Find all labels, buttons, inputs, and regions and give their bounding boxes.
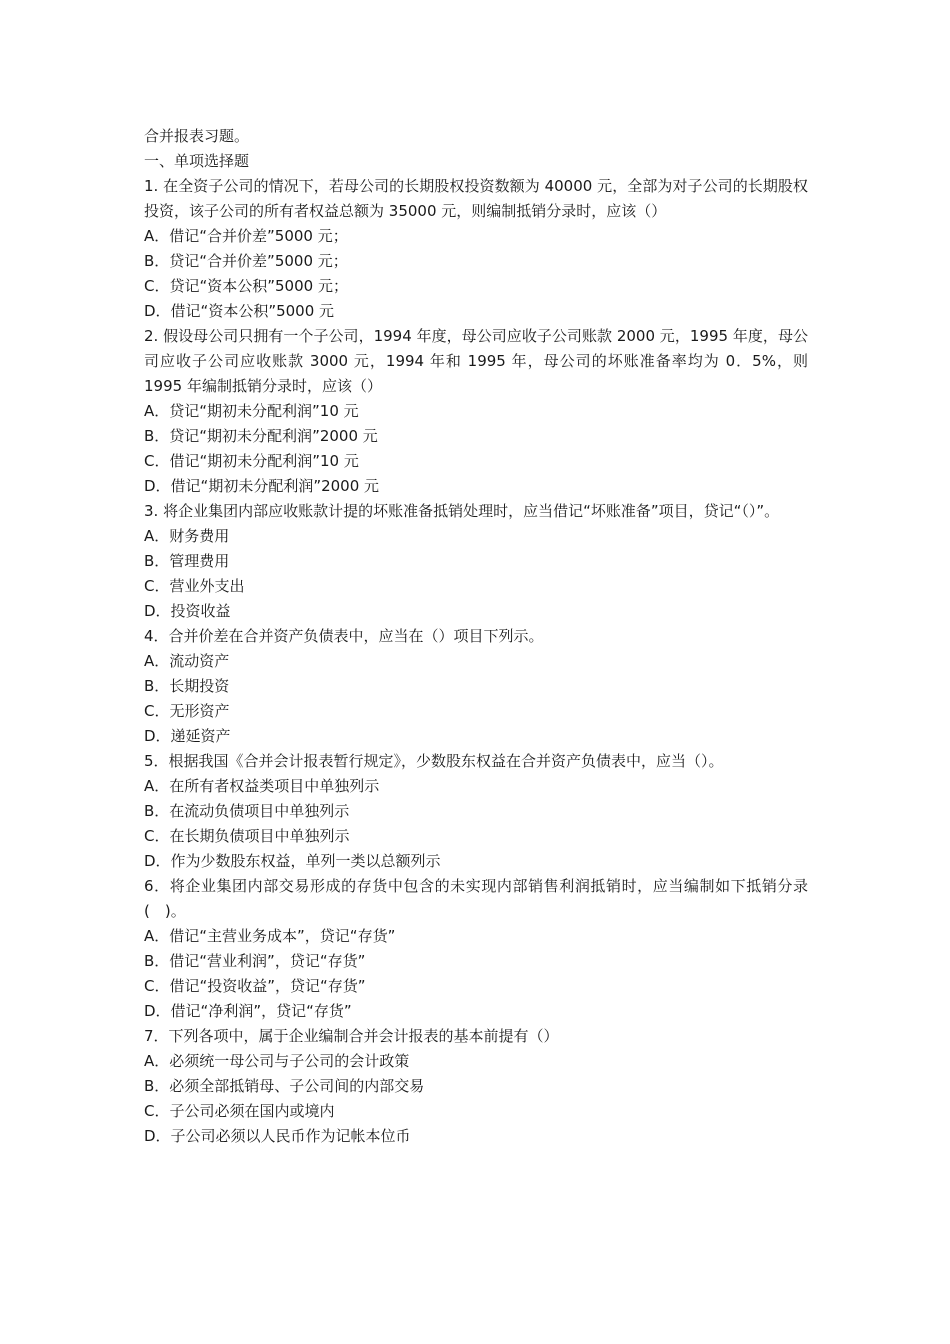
question-stem: 7．下列各项中，属于企业编制合并会计报表的基本前提有（） [144, 1027, 559, 1045]
question-stem: 4．合并价差在合并资产负债表中，应当在（）项目下列示。 [144, 627, 544, 645]
answer-option: A．借记“合并价差”5000 元； [144, 227, 348, 245]
answer-option: C．贷记“资本公积”5000 元； [144, 277, 348, 295]
answer-option: C．在长期负债项目中单独列示 [144, 827, 350, 845]
question-stem: 6．将企业集团内部交易形成的存货中包含的未实现内部销售利润抵销时，应当编制如下抵销分录( )。 [144, 877, 808, 920]
answer-option: C．子公司必须在国内或境内 [144, 1102, 335, 1120]
answer-option: B．在流动负债项目中单独列示 [144, 802, 350, 820]
question-stem: 5．根据我国《合并会计报表暂行规定》，少数股东权益在合并资产负债表中，应当（）。 [144, 752, 724, 770]
answer-option: A．贷记“期初未分配利润”10 元 [144, 402, 359, 420]
answer-option: D．借记“资本公积”5000 元 [144, 302, 335, 320]
answer-option: A．必须统一母公司与子公司的会计政策 [144, 1052, 410, 1070]
answer-option: D．投资收益 [144, 602, 231, 620]
answer-option: D．借记“期初未分配利润”2000 元 [144, 477, 380, 495]
answer-option: C．营业外支出 [144, 577, 245, 595]
answer-option: B．管理费用 [144, 552, 230, 570]
answer-option: D．借记“净利润”，贷记“存货” [144, 1002, 352, 1020]
question-stem: 1. 在全资子公司的情况下，若母公司的长期股权投资数额为 40000 元，全部为对子公司的长期股权投资，该子公司的所有者权益总额为 35000 元，则编制抵销分录时，应该（） [144, 177, 808, 220]
answer-option: D．作为少数股东权益，单列一类以总额列示 [144, 852, 441, 870]
document-title: 合并报表习题。 [144, 127, 250, 145]
answer-option: B．长期投资 [144, 677, 230, 695]
answer-option: B．贷记“期初未分配利润”2000 元 [144, 427, 378, 445]
answer-option: D．子公司必须以人民币作为记帐本位币 [144, 1127, 411, 1145]
answer-option: A．流动资产 [144, 652, 230, 670]
answer-option: A．在所有者权益类项目中单独列示 [144, 777, 380, 795]
answer-option: C．无形资产 [144, 702, 230, 720]
answer-option: B．借记“营业利润”，贷记“存货” [144, 952, 366, 970]
answer-option: B．贷记“合并价差”5000 元； [144, 252, 348, 270]
section-heading: 一、单项选择题 [144, 152, 250, 170]
answer-option: A．借记“主营业务成本”，贷记“存货” [144, 927, 396, 945]
question-stem: 3. 将企业集团内部应收账款计提的坏账准备抵销处理时，应当借记“坏账准备”项目，贷记“（）”。 [144, 502, 780, 520]
document-body [144, 124, 808, 1149]
answer-option: D．递延资产 [144, 727, 231, 745]
answer-option: B．必须全部抵销母、子公司间的内部交易 [144, 1077, 425, 1095]
answer-option: C．借记“期初未分配利润”10 元 [144, 452, 359, 470]
question-stem: 2. 假设母公司只拥有一个子公司，1994 年度，母公司应收子公司账款 2000 元，1995 年度，母公司应收子公司应收账款 3000 元，1994 年和 1995 年，母公司的坏账准备率均为 0．5%，则 1995 年编制抵销分录时，应该（） [144, 327, 808, 395]
answer-option: C．借记“投资收益”，贷记“存货” [144, 977, 366, 995]
answer-option: A．财务费用 [144, 527, 230, 545]
